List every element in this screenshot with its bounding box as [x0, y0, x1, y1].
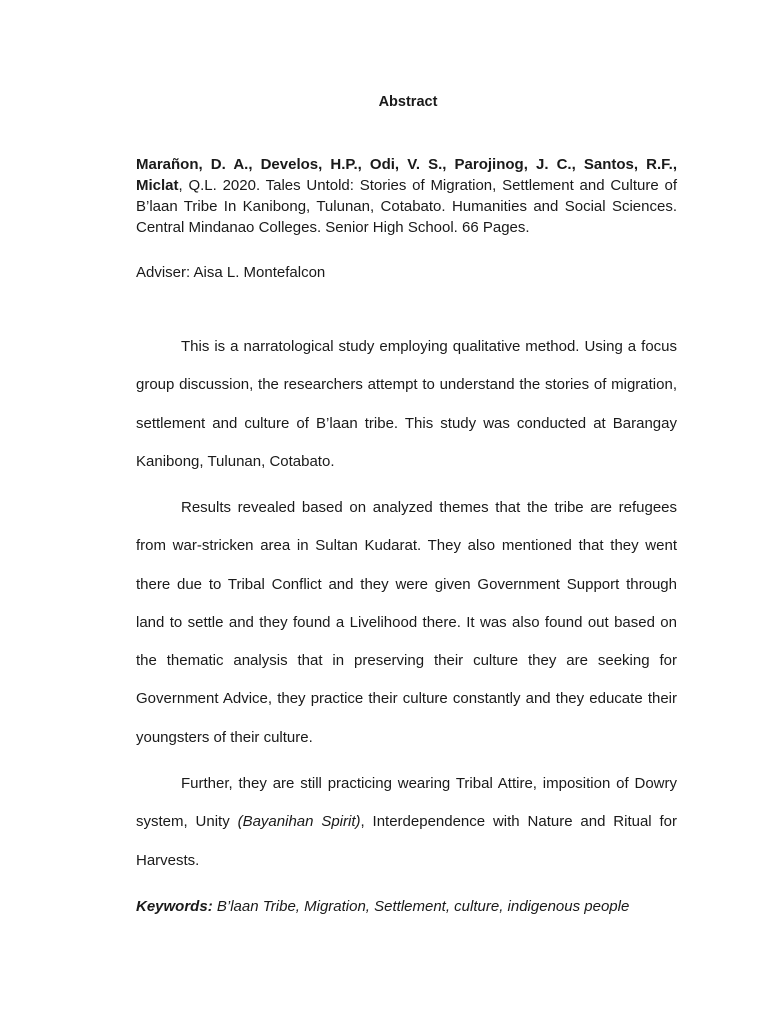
abstract-paragraph-2 — [136, 489, 677, 757]
paragraph-1-text: This is a narratological study employing qualitative method. Using a focus group discussion, the researchers attempt to understand the stories of migration, settlement and culture of B’laan tribe. This study was conducted at Barangay Kanibong, Tulunan, Cotabato. — [136, 338, 677, 470]
citation-authors: Marañon, D. A., Develos, H.P., Odi, V. S., Parojinog, J. C., Santos, R.F., Miclat — [136, 156, 677, 194]
keywords-line — [136, 898, 629, 915]
citation-details: , Q.L. 2020. Tales Untold: Stories of Migration, Settlement and Culture of B’laan Tribe In Kanibong, Tulunan, Cotabato. Humanities and Social Sciences. Central Mindanao Colleges. Senior High School. 66 Pages. — [136, 177, 677, 236]
paragraph-2-text: Results revealed based on analyzed themes that the tribe are refugees from war-stricken area in Sultan Kudarat. They also mentioned that they went there due to Tribal Conflict and they were given Government Support through land to settle and they found a Livelihood there. It was also found out based on the thematic analysis that in preserving their culture they are seeking for Government Advice, they practice their culture constantly and they educate their youngsters of their culture. — [136, 499, 677, 746]
keywords-value: B’laan Tribe, Migration, Settlement, culture, indigenous people — [212, 898, 630, 915]
keywords-label: Keywords: — [136, 898, 213, 915]
page-title: Abstract — [378, 94, 438, 110]
adviser-line: Adviser: Aisa L. Montefalcon — [136, 264, 326, 281]
citation — [136, 154, 677, 238]
paragraph-3-text-end: , Interdependence with Nature and Ritual for Harvests. — [136, 813, 677, 869]
paragraph-3-italic-term: (Bayanihan Spirit) — [237, 813, 361, 831]
paragraph-3-text-start: Further, they are still practicing wearing Tribal Attire, imposition of Dowry system, Unity — [136, 775, 677, 831]
abstract-paragraph-1 — [136, 328, 677, 481]
abstract-paragraph-3 — [136, 765, 677, 880]
